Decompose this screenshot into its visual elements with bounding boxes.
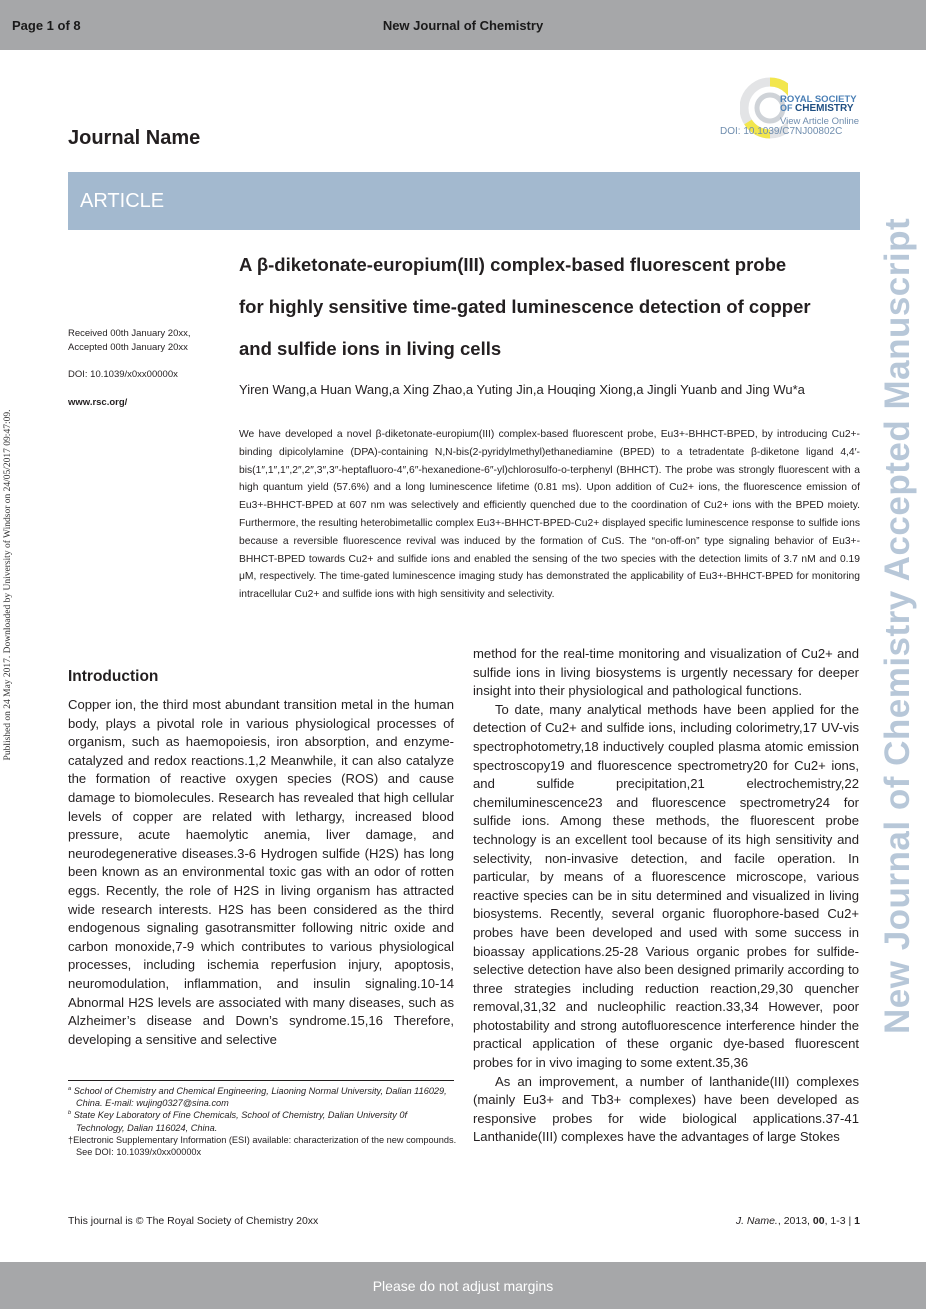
page-indicator: Page 1 of 8 [12, 18, 81, 33]
left-column [68, 696, 454, 1049]
page-footer: J. Name., 2013, 00, 1-3 | 1 [735, 1215, 860, 1227]
introduction-heading: Introduction [68, 668, 159, 685]
article-doi: DOI: 10.1039/x0xx00000x [68, 369, 178, 380]
rsc-wordmark: ROYAL SOCIETY OF CHEMISTRY [780, 94, 857, 114]
article-type-label: ARTICLE [80, 190, 165, 212]
footnote-esi: †Electronic Supplementary Information (ESI) available: characterization of the new compounds. See DOI: 10.1039/x0xx00000x [68, 1134, 457, 1158]
paragraph: To date, many analytical methods have been applied for the detection of Cu2+ and sulfide ions, including colorimetry,17 UV-vis spectrophotometry,18 inductively coupled plasma atomic emission spectroscopy19 and fluorescence spectrometry20 for Cu2+ ions, and sulfide precipitation,21 electrochemistry,22 chemiluminescence23 and fluorescence spectrometry24 for sulfide ions. Among these methods, the fluorescent probe technology is an excellent tool because of its high sensitivity and selectivity, non-invasive detection, and facile operation. In particular, by means of a fluorescence microscope, various reactive species can be in situ determined and visualized in living biosystems. Recently, several organic fluorophore-based Cu2+ probes have been developed and used with some success in bioassay applications.25-28 Various organic probes for sulfide-selective detection have also been designed primarily according to three strategies including reduction reaction,29,30 quencher removal,31,32 and nucleophilic reaction.33,34 However, poor photostability and strong autofluorescence interference hinder the practical application of these organic dye-based fluorescent probes for in vivo imaging to some extent.35,36 [473, 701, 859, 1071]
margin-notice: Please do not adjust margins [372, 1278, 554, 1294]
abstract-text: We have developed a novel β-diketonate-europium(III) complex-based fluorescent probe, Eu3+-BHHCT-BPED, by introducing Cu2+-binding dipicolylamine (DPA)-containing N,N-bis(2-pyridylmethyl)ethanediamine (BPED) to a tetradentate β-diketone ligand 4,4′-bis(1″,1″,1″,2″,2″,3″,3″-heptafluoro-4″,6″-hexanedione-6″-yl)chlorosulfo-o-terphenyl (BHHCT). The probe was strongly fluorescent with a high quantum yield (57.6%) and a long luminescence lifetime (0.81 ms). Upon addition of Cu2+ ions, the fluorescence emission of Eu3+-BHHCT-BPED at 607 nm was selectively and efficiently quenched due to the coordination of Cu2+ ions with the BPED moiety. Furthermore, the resulting heterobimetallic complex Eu3+-BHHCT-BPED-Cu2+ displayed specific luminescence response to sulfide ions because a reversible fluorescence revival was induced by the formation of CuS. The “on-off-on” type signaling behavior of Eu3+-BHHCT-BPED towards Cu2+ and sulfide ions and enabled the sensing of the two species with the detection limits of 3.7 nM and 0.19 μM, respectively. The time-gated luminescence imaging study has demonstrated the applicability of Eu3+-BHHCT-BPED for monitoring intracellular Cu2+ and sulfide ions with high sensitivity and selectivity. [239, 429, 860, 601]
footnote-divider [68, 1080, 454, 1081]
footnotes [68, 1085, 458, 1158]
footnote-affiliation-a: $^a$ School of Chemistry and Chemical Engineering, Liaoning Normal University, Dalian 116029, China. E-mail: wujing0327@sina.com [68, 1085, 447, 1109]
bottom-bar [0, 1262, 926, 1309]
article-doi-link[interactable]: DOI: 10.1039/C7NJ00802C [720, 126, 843, 137]
journal-name: Journal Name [68, 127, 201, 149]
author-list: Yiren Wang,a Huan Wang,a Xing Zhao,a Yuting Jin,a Houqing Xiong,a Jingli Yuanb and Jing Wu*a [239, 382, 805, 397]
right-column [473, 645, 859, 1147]
abstract [239, 426, 860, 604]
paragraph: method for the real-time monitoring and visualization of Cu2+ and sulfide ions in living biosystems is urgently necessary for deeper insight into their physiological and pathological functions. [473, 646, 859, 699]
article-type-banner [68, 172, 860, 230]
publication-stamp: Published on 24 May 2017. Downloaded by University of Windsor on 24/05/2017 09:47:09. [3, 409, 13, 761]
top-bar [0, 0, 926, 50]
paragraph: Copper ion, the third most abundant transition metal in the human body, plays a pivotal role in various physiological processes of organism, such as haemopoiesis, iron absorption, and enzyme-catalyzed and redox reactions.1,2 Meanwhile, it can also catalyze the formation of reactive oxygen species (ROS) and cause damage to biomolecules. Research has revealed that high cellular levels of copper are related with lethargy, increased blood pressure, acute haemolytic anemia, liver damage, and neurodegenerative diseases.3-6 Hydrogen sulfide (H2S) has long been known as an environmental toxic gas with an odor of rotten eggs. Recently, the role of H2S in living organism has attracted wide research interests. H2S has been considered as the third endogenous signaling gasotransmitter following nitric oxide and carbon monoxide,7-9 which contributes to various physiological processes, including ischemia reperfusion injury, apoptosis, neuromodulation, inflammation, and insulin signaling.10-14 Abnormal H2S levels are associated with many diseases, such as Alzheimer’s disease and Down’s syndrome.15,16 Therefore, developing a sensitive and selective [68, 697, 454, 1047]
received-date: Received 00th January 20xx, [68, 328, 191, 339]
accepted-date: Accepted 00th January 20xx [68, 342, 188, 353]
copyright-footer: This journal is © The Royal Society of Chemistry 20xx [68, 1215, 319, 1227]
view-article-online-link[interactable]: View Article Online [780, 116, 860, 127]
header-journal-title: New Journal of Chemistry [382, 18, 544, 33]
article-title-line-2: for highly sensitive time-gated luminescence detection of copper [239, 296, 811, 317]
footnote-affiliation-b: $^b$ State Key Laboratory of Fine Chemicals, School of Chemistry, Dalian University 0f Technology, Dalian 116024, China. [68, 1110, 408, 1133]
paragraph: As an improvement, a number of lanthanide(III) complexes (mainly Eu3+ and Tb3+ complexes) have been developed as responsive probes for wide biological applications.37-41 Lanthanide(III) complexes have the advantages of large Stokes [473, 1073, 859, 1145]
article-title-line-3: and sulfide ions in living cells [239, 338, 502, 359]
accepted-manuscript-watermark: New Journal of Chemistry Accepted Manuscript [878, 217, 917, 1034]
website-link[interactable]: www.rsc.org/ [68, 397, 128, 408]
article-title-line-1: A β-diketonate-europium(III) complex-based fluorescent probe [239, 254, 787, 275]
